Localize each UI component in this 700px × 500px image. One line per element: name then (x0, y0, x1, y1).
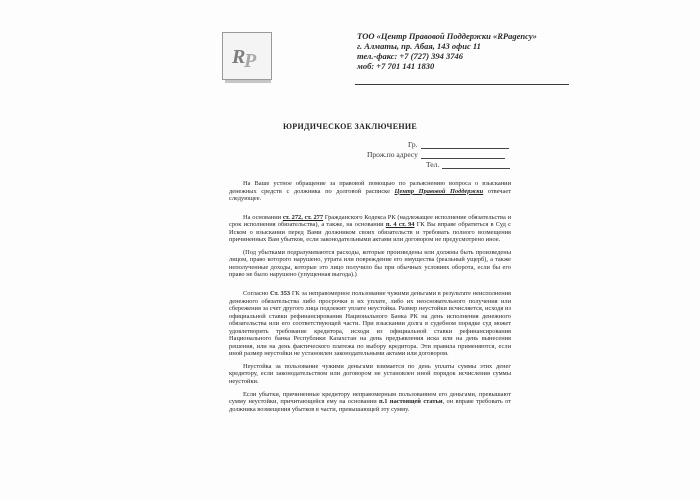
paragraph-penalty-text: ГК за неправомерное пользование чужими деньгами в результате неисполнения денежного обязательства либо просрочки в их уплате, либо их неосновательного получения или сбережения за счет другого лица подлежит уплате неустойка. Размер неустойки исчисляется, исходя из официальной ставки рефинансирования Национального Банка РК на день исполнения денежного обязательства или его соответствующей части. При взыскании долга в судебном порядке суд может удовлетворить требование кредитора, исходя из официальной ставки рефинансирования Национального банка Республики Казахстан на день предъявления иска или на день вынесения решения, или на день фактического платежа по выбору кредитора. Эти правила применяются, если иной размер неустойки не установлен законодательными актами или договором. (229, 290, 511, 358)
paragraph-intro (229, 180, 511, 203)
paragraph-penalty (229, 290, 511, 358)
paragraph-legal-basis-start: На основании (243, 213, 283, 221)
letterhead-tel-fax: тел.-факс: +7 (727) 394 3746 (357, 51, 464, 61)
articles-reference: ст. 272, ст. 277 (282, 213, 324, 221)
letterhead-org: ТОО «Центр Правовой Поддержки «RPagency» (357, 31, 537, 41)
paragraph-damages-definition: (Под убытками подразумеваются расходы, которые произведены или должны быть произведены лицом, право которого нарушено, утрата или повреждение его имущества (реальный ущерб), а также неполученные доходы, которые это лицо получило бы при обычных условиях оборота, если бы его право не было нарушено (упущенная выгода).) (229, 248, 511, 279)
paragraph-legal-basis (229, 214, 511, 244)
phone-label: Тел. (426, 160, 440, 169)
phone-blank (442, 160, 510, 169)
paragraph-legal-basis-end: ГК Вы вправе обратиться в Суд с Иском о взыскании перед Вами должником своих обязательств и требовать полного возмещения причиненных Вам убытков, если законодательными актами или договором не предусмотрено иное. (229, 221, 511, 244)
paragraph-penalty-period: Неустойка за пользование чужими деньгами взимается по день уплаты суммы этих денег кредитору, если законодательством или договором не установлен иной порядок исчисления суммы неустойки. (229, 362, 511, 386)
residence-blank (421, 150, 505, 159)
paragraph-losses-end: , он вправе требовать от должника возмещения убытков в части, превышающей эту сумму. (229, 398, 511, 413)
paragraph-legal-basis-mid: Гражданского Кодекса РК (надлежащее исполнение обязательства и срок исполнения обязательства), а также, на основании (229, 213, 512, 229)
article-353-reference: Ст. 353 (269, 290, 291, 298)
residence-row (367, 150, 505, 159)
paragraph-losses (229, 391, 511, 414)
paragraph-intro-end: отвечает следующее. (229, 187, 511, 203)
letterhead-address: г. Алматы, пр. Абая, 143 офис 11 (357, 41, 481, 51)
paragraph-losses-start: Если убытки, причиненные кредитору неправомерным пользованием его деньгами, превышают сумму неустойки, причитающейся ему на основании (229, 390, 511, 406)
paragraph-intro-text: На Ваше устное обращение за правовой помощью по разъяснению вопроса о взыскании денежных средств с должника по долговой расписке (229, 180, 511, 195)
rp-monogram-icon (229, 41, 265, 71)
logo-caption (225, 80, 271, 83)
addressee-blank (421, 140, 509, 149)
phone-row (426, 160, 510, 169)
document-body (229, 180, 511, 418)
residence-label: Прож.по адресу (367, 150, 418, 159)
company-logo (222, 32, 272, 80)
svg-text:P: P (244, 50, 257, 71)
letterhead (357, 31, 557, 71)
paragraph-penalty-start: Согласно (243, 290, 270, 298)
addressee-label: Гр. (408, 140, 418, 149)
svg-text:R: R (232, 46, 246, 68)
addressee-row (408, 140, 509, 149)
clause-reference: п. 4 ст. 94 (385, 221, 415, 229)
clause-1-reference: п.1 настоящей статьи (378, 398, 443, 406)
letterhead-divider (355, 84, 569, 85)
letterhead-mobile: моб: +7 701 141 1830 (357, 61, 435, 71)
organization-name: Центр Правовой Поддержки (394, 187, 484, 195)
document-title: ЮРИДИЧЕСКОЕ ЗАКЛЮЧЕНИЕ (282, 122, 418, 131)
